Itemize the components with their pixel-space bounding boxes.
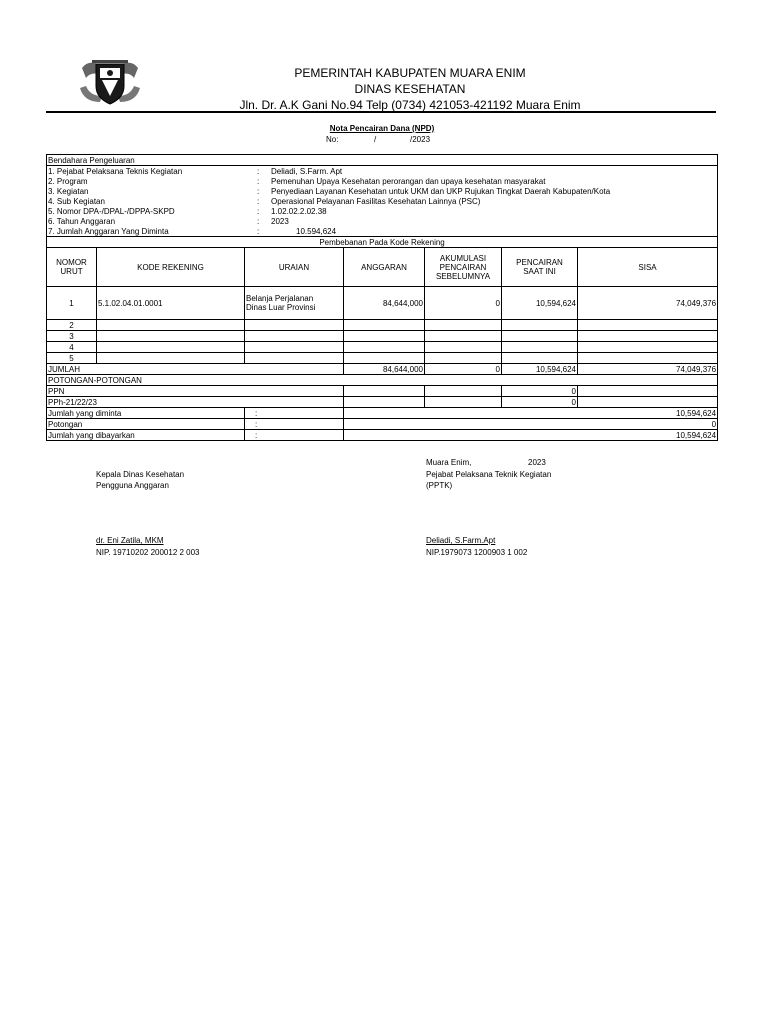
signature-right-title1: Pejabat Pelaksana Teknik Kegiatan xyxy=(426,470,552,479)
col-header-pencairan xyxy=(502,248,578,287)
summary-separator: : xyxy=(245,419,344,430)
document-number-label: No: xyxy=(326,135,339,144)
table-row xyxy=(47,320,718,331)
header-address: Jln. Dr. A.K Gani No.94 Telp (0734) 421053-421192 Muara Enim xyxy=(239,98,581,112)
section-row-pembebanan xyxy=(47,237,718,248)
info-label: 5. Nomor DPA-/DPAL-/DPPA-SKPD xyxy=(48,206,175,216)
row-uraian-line2: Dinas Luar Provinsi xyxy=(246,303,316,312)
potongan-label: POTONGAN-POTONGAN xyxy=(47,375,718,386)
col-header-akumulasi xyxy=(425,248,502,287)
info-value: Operasional Pelayanan Fasilitas Kesehatan Lainnya (PSC) xyxy=(271,196,481,206)
table-header-row xyxy=(47,248,718,287)
info-separator: : xyxy=(257,186,260,196)
info-item xyxy=(47,196,717,206)
info-item xyxy=(47,166,717,176)
info-item xyxy=(47,176,717,186)
row-uraian xyxy=(245,287,344,320)
signature-right-title2: (PPTK) xyxy=(426,481,453,490)
info-value-amount: 10.594,624 xyxy=(296,226,337,236)
info-separator: : xyxy=(257,226,260,236)
info-value: 1.02.02.2.02.38 xyxy=(271,206,327,216)
section-row-bendahara xyxy=(47,155,718,166)
info-item xyxy=(47,226,717,236)
row-no: 5 xyxy=(47,353,97,364)
row-anggaran: 84,644,000 xyxy=(344,287,425,320)
potongan-item-label: PPh-21/22/23 xyxy=(47,397,344,408)
jumlah-akumulasi: 0 xyxy=(425,364,502,375)
summary-label: Jumlah yang dibayarkan xyxy=(47,430,245,441)
col-header-no xyxy=(47,248,97,287)
row-sisa: 74,049,376 xyxy=(578,287,718,320)
potongan-item-value: 0 xyxy=(502,386,578,397)
jumlah-anggaran: 84,644,000 xyxy=(344,364,425,375)
document-number-separator: / xyxy=(374,135,377,144)
col-header-uraian: URAIAN xyxy=(245,248,344,287)
signature-left-title1: Kepala Dinas Kesehatan xyxy=(96,470,185,479)
summary-value: 10,594,624 xyxy=(344,430,718,441)
row-kode: 5.1.02.04.01.0001 xyxy=(97,287,245,320)
row-no: 4 xyxy=(47,342,97,353)
row-uraian-line1: Belanja Perjalanan xyxy=(246,294,314,303)
jumlah-sisa: 74,049,376 xyxy=(578,364,718,375)
summary-label: Jumlah yang diminta xyxy=(47,408,245,419)
jumlah-label: JUMLAH xyxy=(47,364,344,375)
summary-row xyxy=(47,408,718,419)
info-label: 4. Sub Kegiatan xyxy=(48,196,105,206)
potongan-item-label: PPN xyxy=(47,386,344,397)
row-no: 1 xyxy=(47,287,97,320)
col-header-pencairan-line2: SAAT INI xyxy=(523,267,556,276)
document-number-year: /2023 xyxy=(410,135,431,144)
jumlah-pencairan: 10,594,624 xyxy=(502,364,578,375)
summary-row xyxy=(47,430,718,441)
info-item xyxy=(47,216,717,226)
info-row xyxy=(47,166,718,237)
regency-emblem-icon xyxy=(78,58,142,106)
table-row xyxy=(47,331,718,342)
info-item xyxy=(47,186,717,196)
info-label: 3. Kegiatan xyxy=(48,186,89,196)
row-no: 3 xyxy=(47,331,97,342)
summary-label: Potongan xyxy=(47,419,245,430)
summary-separator: : xyxy=(245,430,344,441)
info-label: 6. Tahun Anggaran xyxy=(48,216,116,226)
col-header-pencairan-line1: PENCAIRAN xyxy=(516,258,563,267)
row-no: 2 xyxy=(47,320,97,331)
info-label: 2. Program xyxy=(48,176,88,186)
col-header-akumulasi-line2: PENCAIRAN xyxy=(439,262,487,272)
info-item xyxy=(47,206,717,216)
potongan-header-row xyxy=(47,375,718,386)
info-value: 2023 xyxy=(271,216,289,226)
potongan-row xyxy=(47,386,718,397)
section-label-pembebanan: Pembebanan Pada Kode Rekening xyxy=(47,237,718,248)
signature-left-nip: NIP. 19710202 200012 2 003 xyxy=(96,548,200,557)
summary-separator: : xyxy=(245,408,344,419)
col-header-sisa: SISA xyxy=(578,248,718,287)
col-header-akumulasi-line1: AKUMULASI xyxy=(439,253,487,263)
col-header-no-line2: URUT xyxy=(60,267,83,276)
jumlah-row xyxy=(47,364,718,375)
header-divider xyxy=(46,111,716,113)
col-header-akumulasi-line3: SEBELUMNYA xyxy=(435,271,491,281)
summary-row xyxy=(47,419,718,430)
npd-table xyxy=(46,154,718,441)
info-label: 7. Jumlah Anggaran Yang Diminta xyxy=(48,226,169,236)
summary-value: 0 xyxy=(344,419,718,430)
section-label-bendahara: Bendahara Pengeluaran xyxy=(47,155,718,166)
info-separator: : xyxy=(257,216,260,226)
col-header-kode: KODE REKENING xyxy=(97,248,245,287)
signature-right-nip: NIP.1979073 1200903 1 002 xyxy=(426,548,528,557)
signature-year: 2023 xyxy=(528,458,546,467)
table-row xyxy=(47,353,718,364)
info-separator: : xyxy=(257,176,260,186)
signature-left-title2: Pengguna Anggaran xyxy=(96,481,169,490)
info-value: Deliadi, S.Farm. Apt xyxy=(271,166,343,176)
col-header-no-line1: NOMOR xyxy=(56,258,87,267)
info-separator: : xyxy=(257,196,260,206)
info-separator: : xyxy=(257,206,260,216)
signature-left-name: dr. Eni Zatila, MKM xyxy=(96,536,164,545)
document-title: Nota Pencairan Dana (NPD) xyxy=(329,124,435,133)
potongan-row xyxy=(47,397,718,408)
info-value: Pemenuhan Upaya Kesehatan perorangan dan upaya kesehatan masyarakat xyxy=(271,176,546,186)
row-pencairan: 10,594,624 xyxy=(502,287,578,320)
header-government-name: PEMERINTAH KABUPATEN MUARA ENIM xyxy=(294,66,526,80)
info-list xyxy=(47,166,717,236)
info-label: 1. Pejabat Pelaksana Teknis Kegiatan xyxy=(48,166,183,176)
signature-right-name: Deliadi, S.Farm.Apt xyxy=(426,536,496,545)
table-row xyxy=(47,342,718,353)
col-header-anggaran: ANGGARAN xyxy=(344,248,425,287)
summary-value: 10,594,624 xyxy=(344,408,718,419)
row-akumulasi: 0 xyxy=(425,287,502,320)
signature-place: Muara Enim, xyxy=(426,458,472,467)
info-separator: : xyxy=(257,166,260,176)
potongan-item-value: 0 xyxy=(502,397,578,408)
info-value: Penyediaan Layanan Kesehatan untuk UKM dan UKP Rujukan Tingkat Daerah Kabupaten/Kota xyxy=(271,186,611,196)
table-row xyxy=(47,287,718,320)
header-agency-name: DINAS KESEHATAN xyxy=(354,82,466,96)
